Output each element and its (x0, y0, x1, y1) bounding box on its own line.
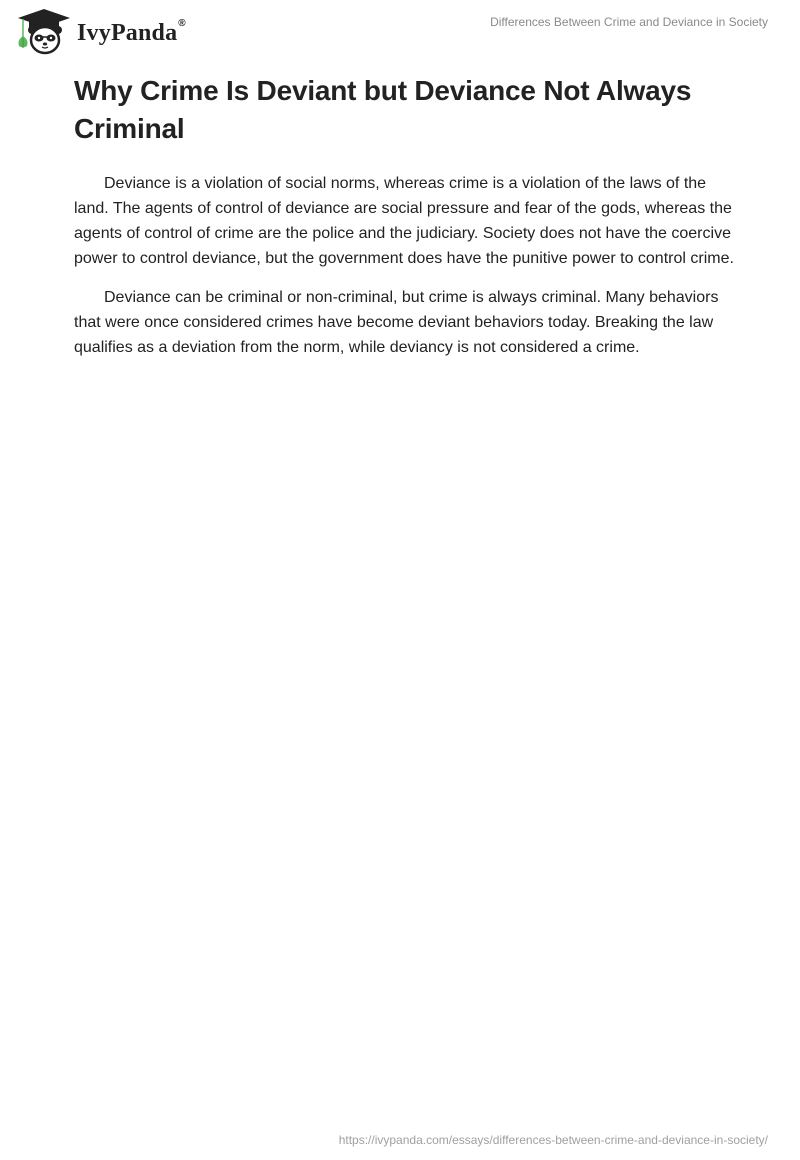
page-header (0, 0, 800, 60)
brand-logo[interactable] (14, 7, 186, 55)
brand-name: IvyPanda® (77, 17, 186, 46)
article (74, 72, 734, 360)
panda-graduation-cap-icon (14, 7, 74, 55)
article-paragraph-1: Deviance is a violation of social norms, whereas crime is a violation of the laws of the land. The agents of control of deviance are social pressure and fear of the gods, whereas the agents of control of crime are the police and the judiciary. Society does not have the coercive power to control deviance, but the government does have the punitive power to control crime. (74, 175, 734, 267)
source-url-link[interactable]: https://ivypanda.com/essays/differences-between-crime-and-deviance-in-society/ (338, 1133, 768, 1147)
article-title: Why Crime Is Deviant but Deviance Not Always Criminal (74, 75, 692, 144)
registered-mark: ® (178, 17, 186, 29)
article-paragraph-2: Deviance can be criminal or non-criminal, but crime is always criminal. Many behaviors that were once considered crimes have become deviant behaviors today. Breaking the law qualifies as a deviation from the norm, while deviancy is not considered a crime. (74, 289, 719, 356)
document-title: Differences Between Crime and Deviance in Society (490, 15, 768, 29)
